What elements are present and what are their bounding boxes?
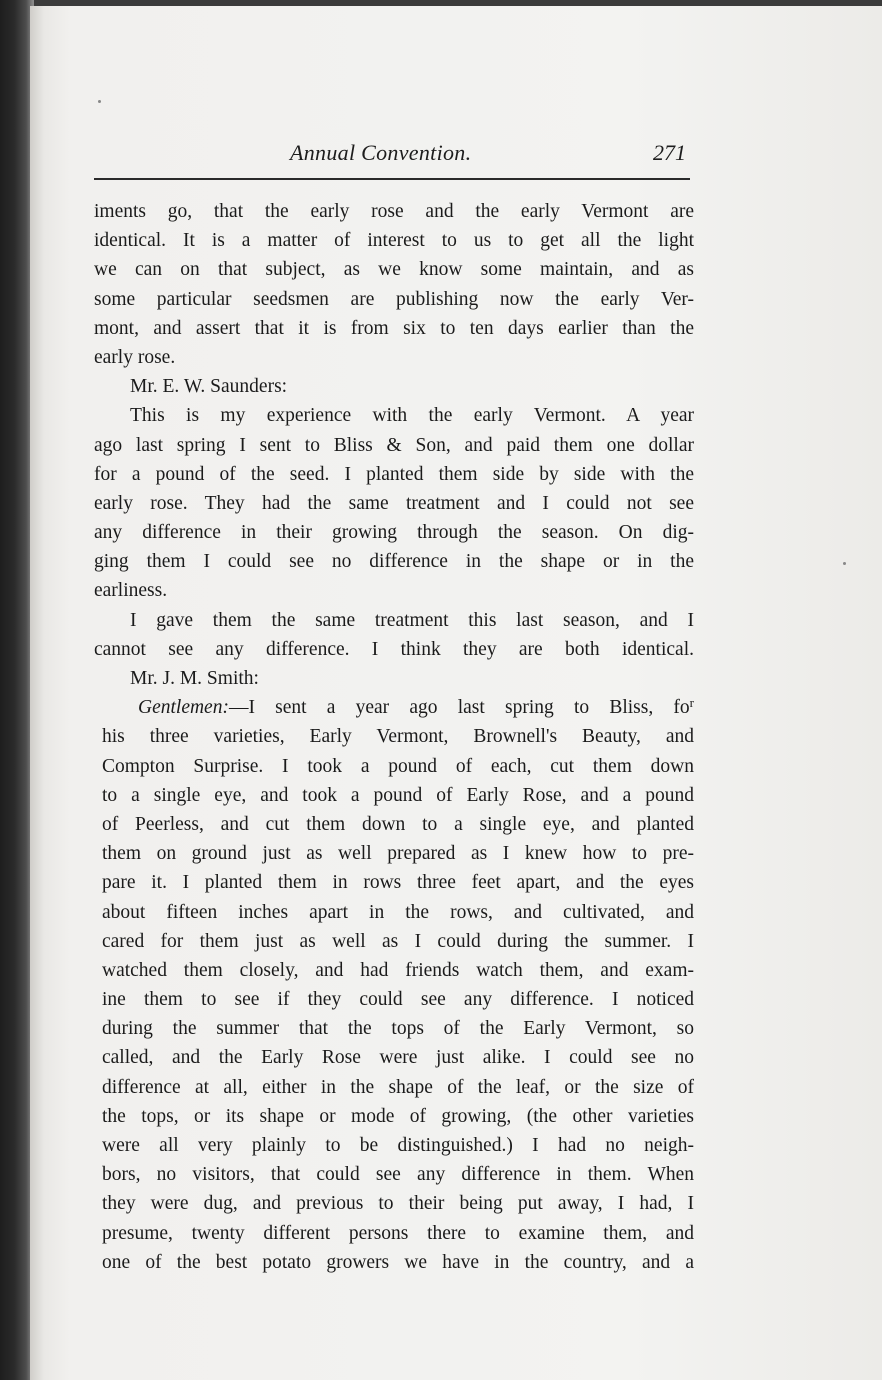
speaker-label: Mr. E. W. Saunders: <box>130 376 288 398</box>
text-line: identical. It is a matter of interest to us to get all the light <box>94 230 694 252</box>
text-line: watched them closely, and had friends watch them, and exam- <box>102 959 694 981</box>
text-line: we can on that subject, as we know some maintain, and as <box>94 259 694 281</box>
text-line: for a pound of the seed. I planted them side by side with the <box>94 463 694 485</box>
text-line: ine them to see if they could see any difference. I noticed <box>102 989 694 1011</box>
text-line: were all very plainly to be distinguished.) I had no neigh- <box>102 1135 694 1156</box>
text-line: mont, and assert that it is from six to ten days earlier than the <box>94 317 694 339</box>
text-line: I gave them the same treatment this last season, and I <box>130 609 694 631</box>
text-line: during the summer that the tops of the Early Vermont, so <box>102 1018 694 1040</box>
page-number: 271 <box>653 140 686 165</box>
text-line: ging them I could see no difference in the shape or in the <box>94 551 694 573</box>
text-line: any difference in their growing through the season. On dig- <box>94 522 694 544</box>
text-line: pare it. I planted them in rows three feet apart, and the eyes <box>102 872 694 894</box>
text-line: one of the best potato growers we have in the country, and a <box>102 1251 694 1273</box>
text-line: them on ground just as well prepared as I knew how to pre- <box>102 843 694 865</box>
running-title: Annual Convention. <box>290 140 472 165</box>
text-line: his three varieties, Early Vermont, Brownell's Beauty, and <box>102 726 694 748</box>
text-line <box>94 693 694 722</box>
text-line: to a single eye, and took a pound of Early Rose, and a pound <box>102 784 694 806</box>
text-line: the tops, or its shape or mode of growing, (the other varieties <box>102 1105 694 1127</box>
text-line: they were dug, and previous to their being put away, I had, I <box>102 1193 694 1215</box>
text-line: ago last spring I sent to Bliss & Son, and paid them one dollar <box>94 434 694 456</box>
text-line: difference at all, either in the shape of the leaf, or the size of <box>102 1076 694 1098</box>
text-line: about fifteen inches apart in the rows, and cultivated, and <box>102 901 694 923</box>
text-line: early rose. <box>94 346 176 368</box>
book-binding-edge <box>0 0 34 1380</box>
text-fragment: —I sent a year ago last spring to Bliss, fo <box>228 697 690 719</box>
header-rule <box>94 178 690 180</box>
text-line: This is my experience with the early Vermont. A year <box>130 405 694 427</box>
body-text <box>94 197 694 1277</box>
paper-speck <box>843 562 846 565</box>
text-line: bors, no visitors, that could see any difference in them. When <box>102 1164 694 1186</box>
text-line: called, and the Early Rose were just alike. I could see no <box>102 1047 694 1069</box>
text-line: presume, twenty different persons there to examine them, and <box>102 1222 694 1244</box>
paper-speck <box>98 100 101 103</box>
text-line: some particular seedsmen are publishing now the early Ver- <box>94 288 694 310</box>
page-header <box>94 136 690 170</box>
text-line: Compton Surprise. I took a pound of each, cut them down <box>102 755 694 777</box>
salutation: Gentlemen: <box>138 697 229 719</box>
superscript-fragment: r <box>689 695 694 711</box>
speaker-label: Mr. J. M. Smith: <box>130 668 259 689</box>
text-line: of Peerless, and cut them down to a single eye, and planted <box>102 813 694 835</box>
text-line: cared for them just as well as I could during the summer. I <box>102 930 694 952</box>
text-line: cannot see any difference. I think they are both identical. <box>94 638 694 660</box>
text-line: earliness. <box>94 580 168 602</box>
text-line: iments go, that the early rose and the early Vermont are <box>94 201 694 222</box>
text-line: early rose. They had the same treatment and I could not see <box>94 492 694 514</box>
